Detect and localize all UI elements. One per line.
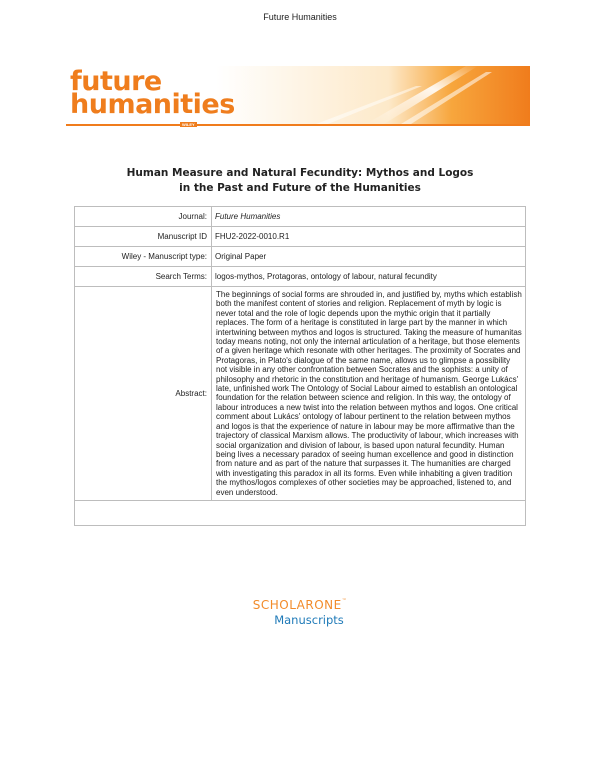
manuscript-type-value: Original Paper (212, 247, 526, 267)
logo-line-2: humanities (70, 89, 235, 120)
table-row (75, 207, 526, 227)
abstract-text: The beginnings of social forms are shrouded in, and justified by, myths which establish both the manifest content of stories and religion. Replacement of myth by logic is never total and the role of logic depends upon the mythic origin that it partially replaces. The form of a heritage is constituted in large part by the manner in which intertwining between mythos and logos is structured. Taking the measure of humanitas today means noting, not only the internal articulation of a heritage, but those elements of a given heritage which resonate with other heritages. The proximity of Socrates and Protagoras, in Plato's dialogue of the same name, allows us to glimpse a possibility not visible in any other confrontation between Socrates and the sophists: a unity of philosophy and rhetoric in the constitution and heritage of humanism. George Lukács' late, unfinished work The Ontology of Social Labour aimed to establish an ontological foundation for the relation between science and religion. In this way, the ontology of labour introduces a new twist into the relation between mythos and logos. One critical comment about Lukács' ontology of labour pertinent to the relation between mythos and logos is that the experience of nature in labour may be more affirmative than the trajectory of classical Marxism allows. The productivity of labour, which increases with social organization and division of labour, is based upon natural fecundity. Human being lives a necessary paradox of seeing human excellence and good in distinction from nature and as part of the nature that surpasses it. The humanities are charged with investigating this paradox in all its forms. Even while inhabiting a given tradition the mythos/logos complexes of other societies may be approached, listened to, and even understood. (212, 287, 526, 501)
journal-banner (66, 66, 530, 132)
publisher-tag: WILEY (182, 122, 195, 127)
manuscript-info-table (74, 206, 526, 526)
paper-title (0, 166, 600, 196)
table-row (75, 267, 526, 287)
scholarone-logo (0, 598, 600, 627)
manuscript-id-label: Manuscript ID (75, 227, 212, 247)
empty-cell (75, 500, 526, 525)
journal-value: Future Humanities (212, 207, 526, 227)
search-terms-value: logos-mythos, Protagoras, ontology of labour, natural fecundity (212, 267, 526, 287)
manuscript-type-label: Wiley - Manuscript type: (75, 247, 212, 267)
scholarone-brand (0, 598, 600, 612)
title-line-2: in the Past and Future of the Humanities (179, 182, 421, 194)
journal-label: Journal: (75, 207, 212, 227)
trademark-mark: ™ (341, 598, 348, 604)
logo-line-1: future (70, 66, 162, 97)
brand-text: SCHOLARONE (252, 598, 342, 612)
table-row-empty (75, 500, 526, 525)
table-row (75, 287, 526, 501)
abstract-label: Abstract: (75, 287, 212, 501)
search-terms-label: Search Terms: (75, 267, 212, 287)
title-line-1: Human Measure and Natural Fecundity: Mythos and Logos (126, 167, 474, 179)
journal-logo (70, 66, 235, 120)
table-row (75, 227, 526, 247)
running-head: Future Humanities (263, 12, 337, 22)
manuscript-id-value: FHU2-2022-0010.R1 (212, 227, 526, 247)
table-row (75, 247, 526, 267)
manuscripts-text: Manuscripts (274, 613, 344, 627)
